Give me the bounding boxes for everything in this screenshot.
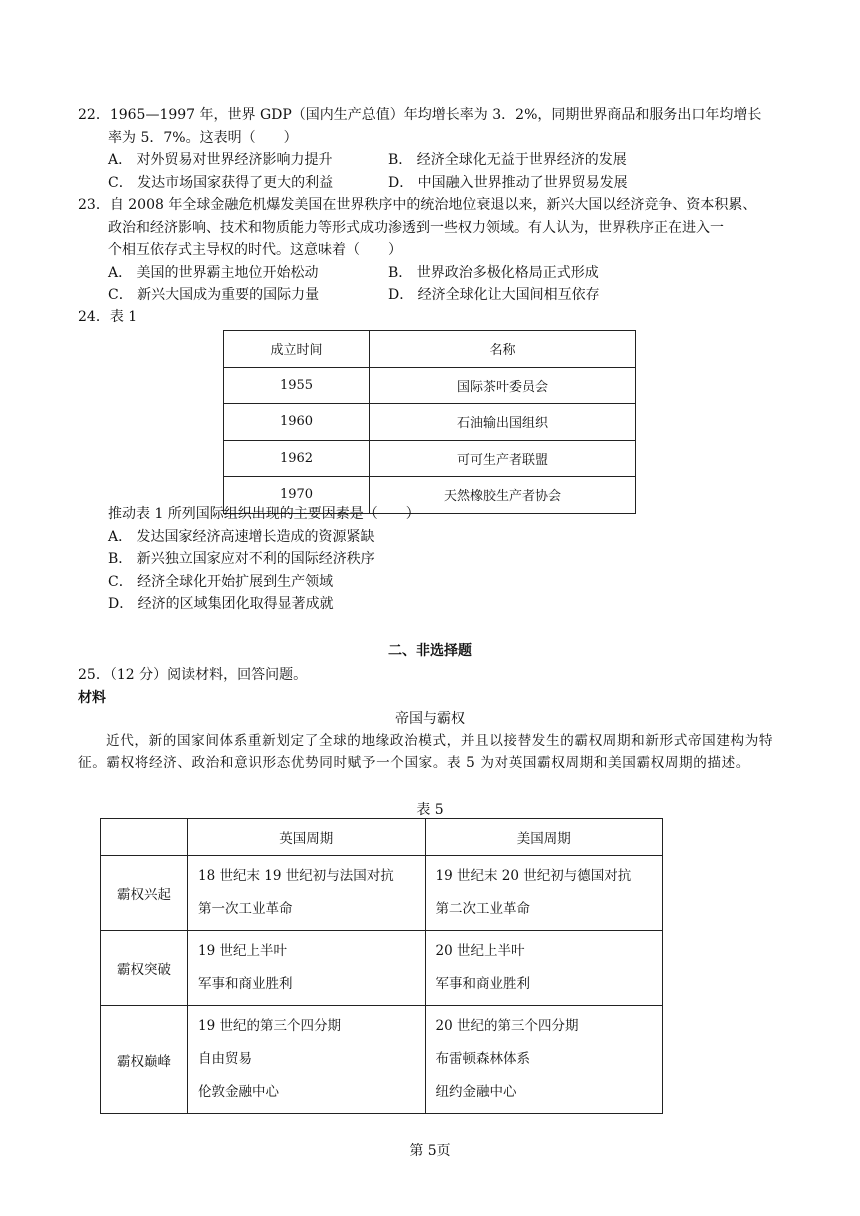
q25-stem: 25．（12 分）阅读材料，回答问题。 <box>78 667 308 683</box>
q23-options <box>78 262 798 307</box>
table-5-cell-us <box>425 1006 663 1114</box>
material-text: 近代，新的国家间体系重新划定了全球的地缘政治模式，并且以接替发生的霸权周期和新形式帝国建构为特征。霸权将经济、政治和意识形态优势同时赋予一个国家。表 5 为对英国霸权周期和美国霸权周期的描述。 <box>78 733 774 771</box>
cell-line: 20 世纪的第三个四分期 <box>435 1018 579 1034</box>
table-header-row <box>224 331 636 368</box>
table-1-cell-year: 1962 <box>224 440 370 477</box>
q23-line-3: 个相互依存式主导权的时代。这意味着（ ） <box>108 242 402 258</box>
q22-line-1: 22．1965—1997 年，世界 GDP（国内生产总值）年均增长率为 3．2%，同期世界商品和服务出口年均增长 <box>78 107 762 123</box>
table-5-cell-us <box>425 931 663 1006</box>
table-5-header-us: 美国周期 <box>425 819 663 856</box>
cell-line: 第一次工业革命 <box>198 901 293 917</box>
q24-intro: 24．表 1 <box>78 309 138 325</box>
table-5-row-label: 霸权突破 <box>101 931 188 1006</box>
table-5-caption: 表 5 <box>416 802 444 818</box>
table-5-row-label: 霸权兴起 <box>101 856 188 931</box>
q24-option-b: B． 新兴独立国家应对不利的国际经济秩序 <box>108 551 375 567</box>
table-row <box>101 1006 663 1114</box>
cell-line: 布雷顿森林体系 <box>435 1051 530 1067</box>
table-1 <box>223 330 636 514</box>
q24-option-a: A． 发达国家经济高速增长造成的资源紧缺 <box>108 528 375 545</box>
q24-option-c: C． 经济全球化开始扩展到生产领域 <box>108 573 334 590</box>
cell-line: 第二次工业革命 <box>435 901 530 917</box>
cell-line: 19 世纪上半叶 <box>198 943 287 959</box>
q23-option-a: A． 美国的世界霸主地位开始松动 <box>108 264 319 281</box>
q23-option-d: D． 经济全球化让大国间相互依存 <box>388 287 600 303</box>
q22-option-b: B． 经济全球化无益于世界经济的发展 <box>388 152 627 168</box>
q24-option-d: D． 经济的区域集团化取得显著成就 <box>108 596 334 612</box>
table-1-cell-year: 1955 <box>224 367 370 404</box>
table-1-header-time: 成立时间 <box>224 331 370 368</box>
table-row <box>224 440 636 477</box>
table-5-cell-uk <box>188 1006 426 1114</box>
table-1-header-name: 名称 <box>370 331 636 368</box>
cell-line: 自由贸易 <box>198 1051 252 1067</box>
table-1-cell-org: 国际茶叶委员会 <box>370 367 636 404</box>
q23-option-c: C． 新兴大国成为重要的国际力量 <box>108 287 320 303</box>
q22-options <box>78 149 798 194</box>
cell-line: 军事和商业胜利 <box>435 976 530 992</box>
table-row <box>224 367 636 404</box>
table-5 <box>100 818 663 1114</box>
q23-line-1: 23．自 2008 年全球金融危机爆发美国在世界秩序中的统治地位衰退以来，新兴大国以经济竞争、资本积累、 <box>78 197 757 213</box>
material-label: 材料 <box>78 689 106 705</box>
table-5-cell-uk <box>188 856 426 931</box>
table-1-cell-org: 天然橡胶生产者协会 <box>370 477 636 514</box>
cell-line: 19 世纪的第三个四分期 <box>198 1018 341 1034</box>
question-24-body <box>78 503 798 616</box>
table-5-header-uk: 英国周期 <box>188 819 426 856</box>
q22-option-c: C． 发达市场国家获得了更大的利益 <box>108 174 334 191</box>
table-5-cell-us <box>425 856 663 931</box>
q23-line-2: 政治和经济影响、技术和物质能力等形式成功渗透到一些权力领域。有人认为，世界秩序正在进入一 <box>108 219 724 236</box>
cell-line: 19 世纪末 20 世纪初与德国对抗 <box>435 868 632 884</box>
cell-line: 纽约金融中心 <box>435 1084 517 1100</box>
cell-line: 18 世纪末 19 世纪初与法国对抗 <box>198 868 394 884</box>
q22-option-a: A． 对外贸易对世界经济影响力提升 <box>108 152 333 168</box>
page-number: 第 5页 <box>409 1143 451 1159</box>
q24-options <box>78 526 798 616</box>
table-row <box>224 404 636 441</box>
table-1-cell-org: 可可生产者联盟 <box>370 440 636 477</box>
section-title: 二、非选择题 <box>388 642 472 658</box>
table-1-cell-year: 1970 <box>224 477 370 514</box>
q24-stem: 推动表 1 所列国际组织出现的主要因素是（ ） <box>108 506 420 522</box>
q23-option-b: B． 世界政治多极化格局正式形成 <box>388 264 599 281</box>
table-5-header-blank <box>101 819 188 856</box>
table-1-cell-year: 1960 <box>224 404 370 441</box>
question-25 <box>78 664 798 708</box>
question-23 <box>78 194 798 307</box>
table-5-cell-uk <box>188 931 426 1006</box>
table-row <box>101 931 663 1006</box>
material-title: 帝国与霸权 <box>395 711 465 727</box>
cell-line: 20 世纪上半叶 <box>435 943 525 959</box>
q22-line-2: 率为 5．7%。这表明（ ） <box>108 129 298 146</box>
q22-option-d: D． 中国融入世界推动了世界贸易发展 <box>388 174 628 191</box>
table-row <box>101 856 663 931</box>
table-1-cell-org: 石油输出国组织 <box>370 404 636 441</box>
cell-line: 伦敦金融中心 <box>198 1084 279 1100</box>
question-22 <box>78 104 798 194</box>
table-header-row <box>101 819 663 856</box>
question-24-intro <box>78 306 798 329</box>
cell-line: 军事和商业胜利 <box>198 976 293 992</box>
table-5-row-label: 霸权巅峰 <box>101 1006 188 1114</box>
